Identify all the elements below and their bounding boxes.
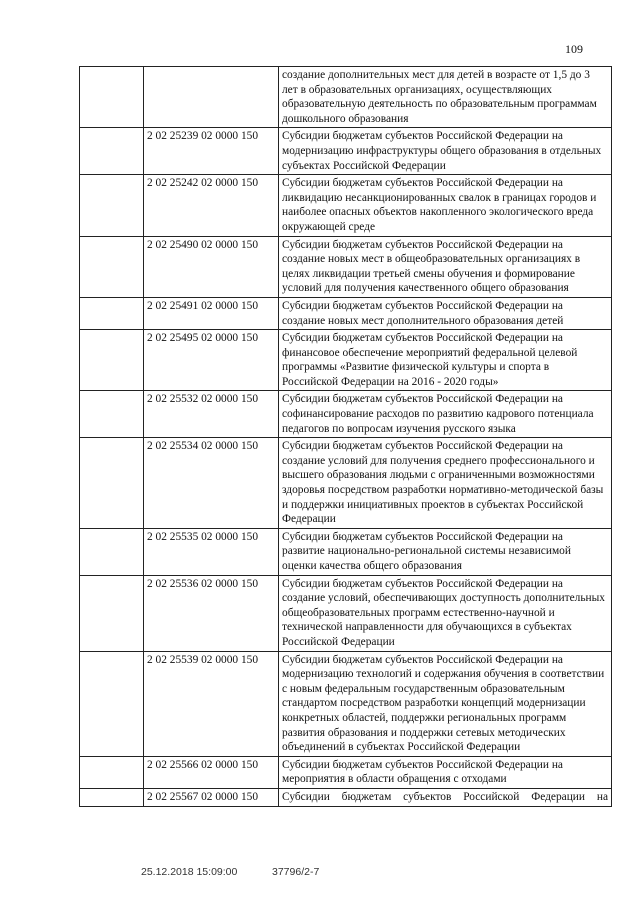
budget-code-cell: 2 02 25536 02 0000 150 xyxy=(144,575,279,651)
table-row xyxy=(80,651,612,756)
description-cell: Субсидии бюджетам субъектов Российской Федерации на создание условий, обеспечивающих доступность дополнительных общеобразовательных программ естественно-научной и технической направленности для обучающихся в субъектах Российской Федерации xyxy=(279,575,612,651)
budget-code-cell: 2 02 25534 02 0000 150 xyxy=(144,438,279,529)
empty-cell xyxy=(80,236,144,297)
table-row xyxy=(80,175,612,236)
description-cell: Субсидии бюджетам субъектов Российской Федерации на развитие национально-региональной системы независимой оценки качества общего образования xyxy=(279,528,612,575)
description-cell: Субсидии бюджетам субъектов Российской Федерации на создание условий для получения среднего профессионального и высшего образования людьми с ограниченными возможностями здоровья посредством разработки нормативно-методической базы и поддержки инициативных проектов в субъектах Российской Федерации xyxy=(279,438,612,529)
description-cell: Субсидии бюджетам субъектов Российской Федерации на создание новых мест в общеобразовательных организациях в целях ликвидации третьей смены обучения и формирование условий для получения качественного общего образования xyxy=(279,236,612,297)
table-row xyxy=(80,756,612,788)
table-row xyxy=(80,128,612,175)
description-cell: Субсидии бюджетам субъектов Российской Федерации на создание новых мест дополнительного образования детей xyxy=(279,297,612,329)
description-cell: Субсидии бюджетам субъектов Российской Федерации на модернизацию технологий и содержания обучения в соответствии с новым федеральным государственным образовательным стандартом посредством разработки концепций модернизации конкретных областей, поддержки региональных программ развития образования и поддержки сетевых методических объединений в субъектах Российской Федерации xyxy=(279,651,612,756)
empty-cell xyxy=(80,128,144,175)
page-number: 109 xyxy=(565,42,583,56)
empty-cell xyxy=(80,575,144,651)
table-row xyxy=(80,438,612,529)
budget-code-cell: 2 02 25490 02 0000 150 xyxy=(144,236,279,297)
description-cell: Субсидии бюджетам субъектов Российской Федерации на модернизацию инфраструктуры общего образования в отдельных субъектах Российской Федерации xyxy=(279,128,612,175)
empty-cell xyxy=(80,297,144,329)
empty-cell xyxy=(80,67,144,128)
budget-code-cell: 2 02 25242 02 0000 150 xyxy=(144,175,279,236)
budget-code-cell: 2 02 25539 02 0000 150 xyxy=(144,651,279,756)
description-cell: Субсидии бюджетам субъектов Российской Федерации на финансовое обеспечение мероприятий федеральной целевой программы «Развитие физической культуры и спорта в Российской Федерации на 2016 - 2020 годы» xyxy=(279,330,612,391)
budget-code-cell: 2 02 25567 02 0000 150 xyxy=(144,788,279,806)
footer-document-code: 37796/2-7 xyxy=(272,866,320,878)
budget-code-cell xyxy=(144,67,279,128)
table-row xyxy=(80,330,612,391)
table-row xyxy=(80,528,612,575)
description-cell: Субсидии бюджетам субъектов Российской Федерации на мероприятия в области обращения с отходами xyxy=(279,756,612,788)
budget-code-cell: 2 02 25491 02 0000 150 xyxy=(144,297,279,329)
footer-date: 25.12.2018 15:09:00 xyxy=(141,866,238,878)
empty-cell xyxy=(80,651,144,756)
table-row xyxy=(80,391,612,438)
table-row xyxy=(80,788,612,806)
budget-code-cell: 2 02 25532 02 0000 150 xyxy=(144,391,279,438)
table-row xyxy=(80,297,612,329)
table-row xyxy=(80,67,612,128)
description-cell: Субсидии бюджетам субъектов Российской Федерации на xyxy=(279,788,612,806)
table-row xyxy=(80,575,612,651)
budget-code-cell: 2 02 25535 02 0000 150 xyxy=(144,528,279,575)
empty-cell xyxy=(80,788,144,806)
description-cell: Субсидии бюджетам субъектов Российской Федерации на софинансирование расходов по развитию кадрового потенциала педагогов по вопросам изучения русского языка xyxy=(279,391,612,438)
empty-cell xyxy=(80,438,144,529)
budget-code-cell: 2 02 25495 02 0000 150 xyxy=(144,330,279,391)
table-body xyxy=(80,67,612,807)
table-row xyxy=(80,236,612,297)
empty-cell xyxy=(80,175,144,236)
budget-code-table xyxy=(79,66,612,807)
description-cell: Субсидии бюджетам субъектов Российской Федерации на ликвидацию несанкционированных свалок в границах городов и наиболее опасных объектов накопленного экологического вреда окружающей среде xyxy=(279,175,612,236)
empty-cell xyxy=(80,391,144,438)
description-cell: создание дополнительных мест для детей в возрасте от 1,5 до 3 лет в образовательных организациях, осуществляющих образовательную деятельность по образовательным программам дошкольного образования xyxy=(279,67,612,128)
empty-cell xyxy=(80,756,144,788)
budget-code-cell: 2 02 25566 02 0000 150 xyxy=(144,756,279,788)
budget-code-cell: 2 02 25239 02 0000 150 xyxy=(144,128,279,175)
empty-cell xyxy=(80,330,144,391)
empty-cell xyxy=(80,528,144,575)
